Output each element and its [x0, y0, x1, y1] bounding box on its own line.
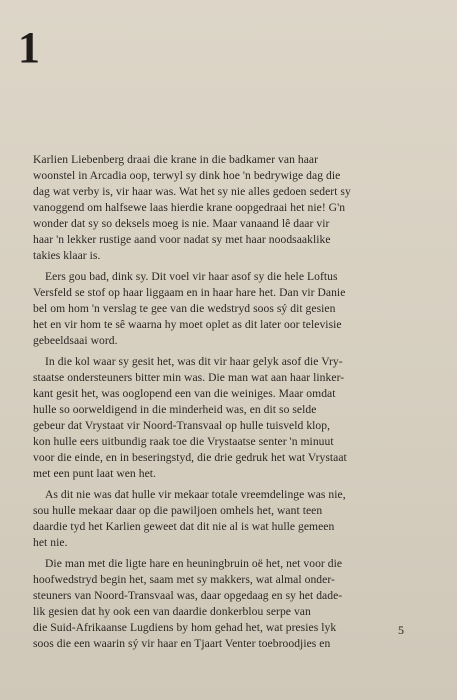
text-line: kant gesit het, was ooglopend een van die weiniges. Maar omdat: [33, 387, 336, 400]
text-line: hoofwedstryd begin het, saam met sy makkers, wat almal onder-: [33, 573, 335, 586]
text-line: staatse ondersteuners bitter min was. Die man wat aan haar linker-: [33, 371, 345, 384]
paragraph: [33, 354, 441, 482]
text-line: die Suid-Afrikaanse Lugdiens by hom gehad het, wat presies lyk: [33, 621, 337, 634]
paragraph: [33, 487, 441, 551]
text-line: bel om hom 'n verslag te gee van die wedstryd soos sý dit gesien: [33, 302, 336, 315]
text-line: steuners van Noord-Transvaal was, daar opgedaag en sy het dade-: [33, 589, 343, 602]
text-line: takies klaar is.: [33, 249, 101, 262]
text-line: Karlien Liebenberg draai die krane in die badkamer van haar: [33, 153, 319, 166]
chapter-number: 1: [18, 23, 40, 72]
text-line: Eers gou bad, dink sy. Dit voel vir haar asof sy die hele Loftus: [45, 270, 338, 283]
text-line: vanoggend om halfsewe laas hierdie krane oopgedraai het nie! G'n: [33, 201, 346, 214]
text-line: voor die einde, en in beseringstyd, die drie gedruk het wat Vrystaat: [33, 451, 347, 464]
text-line: het en vir hom te sê waarna hy moet oplet as dit later oor televisie: [33, 318, 342, 331]
text-line: het nie.: [33, 536, 68, 549]
text-line: met een punt laat wen het.: [33, 467, 156, 480]
page-number: 5: [398, 623, 404, 637]
text-line: gebeur dat Vrystaat vir Noord-Transvaal op hulle tuisveld klop,: [33, 419, 331, 432]
body-text: [33, 152, 441, 657]
text-line: kon hulle eers uitbundig raak toe die Vrystaatse senter 'n minuut: [33, 435, 334, 448]
text-line: In die kol waar sy gesit het, was dit vir haar gelyk asof die Vry-: [45, 355, 343, 368]
text-line: wonder dat sy so deksels moeg is nie. Maar vanaand lê daar vir: [33, 217, 330, 230]
text-line: dag wat verby is, vir haar was. Wat het sy nie alles gedoen sedert sy: [33, 185, 351, 198]
text-line: soos die een waarin sý vir haar en Tjaart Venter toebroodjies en: [33, 637, 331, 650]
text-line: lik gesien dat hy ook een van daardie donkerblou serpe van: [33, 605, 311, 618]
text-line: sou hulle mekaar daar op die pawiljoen omhels het, want teen: [33, 504, 323, 517]
text-line: Die man met die ligte hare en heuningbruin oë het, net voor die: [45, 557, 343, 570]
paragraph: [33, 152, 441, 264]
text-line: Versfeld se stof op haar liggaam en in haar hare het. Dan vir Danie: [33, 286, 346, 299]
paragraph: [33, 556, 441, 652]
text-line: haar 'n lekker rustige aand voor nadat sy met haar noodsaaklike: [33, 233, 331, 246]
text-line: woonstel in Arcadia oop, terwyl sy dink hoe 'n bedrywige dag die: [33, 169, 341, 182]
text-line: As dit nie was dat hulle vir mekaar totale vreemdelinge was nie,: [45, 488, 346, 501]
text-line: gebeeldsaai word.: [33, 334, 118, 347]
text-line: daardie tyd het Karlien geweet dat dit nie al is wat hulle gemeen: [33, 520, 335, 533]
text-line: hulle so oorweldigend in die minderheid was, en dit so selde: [33, 403, 317, 416]
paragraph: [33, 269, 441, 349]
